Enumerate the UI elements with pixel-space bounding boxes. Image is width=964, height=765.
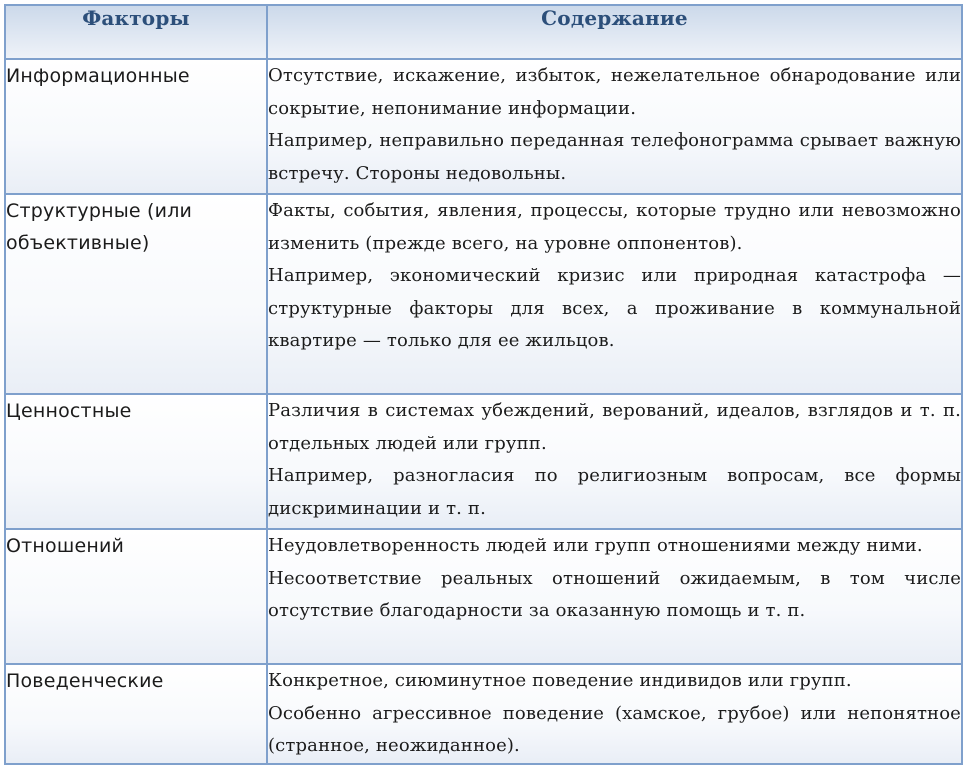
table-row	[5, 394, 962, 529]
table-body	[5, 59, 962, 764]
factor-cell: Структурные (или объективные)	[5, 194, 267, 394]
content-cell	[267, 194, 962, 394]
content-paragraph: Отсутствие, искажение, избыток, нежелательное обнародование или сокрытие, непонимание информации.	[268, 65, 961, 119]
content-paragraph: Различия в системах убеждений, верований, идеалов, взглядов и т. п. отдельных людей или групп.	[268, 400, 961, 454]
table-row	[5, 664, 962, 764]
factor-cell: Ценностные	[5, 394, 267, 529]
content-paragraph: Например, неправильно переданная телефонограмма срывает важную встречу. Стороны недовольны.	[268, 130, 961, 184]
content-paragraph: Особенно агрессивное поведение (хамское, грубое) или непонятное (странное, неожиданное).	[268, 702, 961, 756]
content-cell	[267, 529, 962, 664]
content-cell	[267, 664, 962, 764]
content-cell	[267, 394, 962, 529]
table-row	[5, 59, 962, 194]
factor-cell: Отношений	[5, 529, 267, 664]
table-header	[5, 5, 962, 59]
content-paragraph: Неудовлетворенность людей или групп отношениями между ними.	[268, 535, 923, 556]
header-row	[5, 5, 962, 59]
content-paragraph: Факты, события, явления, процессы, которые трудно или невозможно изменить (прежде всего, на уровне оппонентов).	[268, 200, 961, 254]
content-paragraph: Например, экономический кризис или природная катастрофа — структурные факторы для всех, а проживание в коммунальной квартире — только для ее жильцов.	[268, 265, 961, 351]
table-row	[5, 194, 962, 394]
header-factors: Факторы	[5, 5, 267, 59]
content-paragraph: Например, разногласия по религиозным вопросам, все формы дискриминации и т. п.	[268, 465, 961, 519]
header-content: Содержание	[267, 5, 962, 59]
content-cell	[267, 59, 962, 194]
factor-cell: Поведенческие	[5, 664, 267, 764]
content-paragraph: Конкретное, сиюминутное поведение индивидов или групп.	[268, 670, 852, 691]
table-row	[5, 529, 962, 664]
factor-cell: Информационные	[5, 59, 267, 194]
content-paragraph: Несоответствие реальных отношений ожидаемым, в том числе отсутствие благодарности за оказанную помощь и т. п.	[268, 567, 961, 621]
factors-table	[4, 4, 963, 765]
